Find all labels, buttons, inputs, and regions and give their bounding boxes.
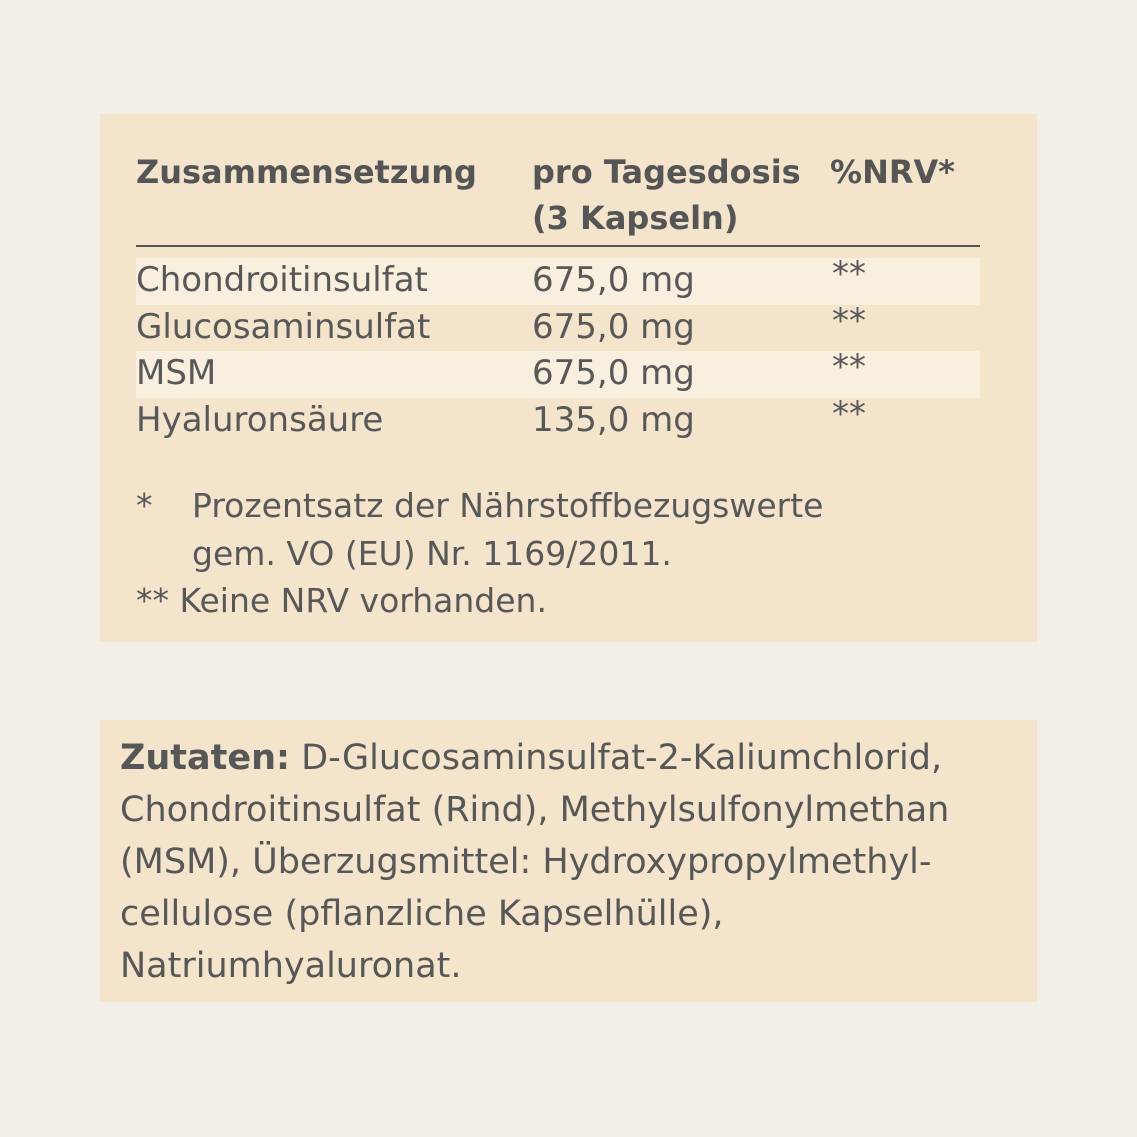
footnote-1-line1: Prozentsatz der Nährstoffbezugswerte: [192, 486, 824, 525]
header-substance: Zusammensetzung: [136, 153, 477, 191]
ingredients-text: [120, 732, 1030, 992]
composition-panel: [100, 114, 1037, 642]
header-divider: [136, 245, 980, 247]
header-daily-dose-line1: pro Tagesdosis: [532, 153, 801, 191]
row-nrv: **: [832, 347, 866, 387]
footnote-1-line2: gem. VO (EU) Nr. 1169/2011.: [192, 534, 672, 573]
row-amount: 135,0 mg: [532, 400, 695, 440]
row-name: Chondroitinsulfat: [136, 260, 428, 300]
table-row: [136, 347, 980, 398]
footnote-1-marker: *: [136, 486, 153, 525]
footnote-2: ** Keine NRV vorhanden.: [136, 581, 547, 620]
row-name: MSM: [136, 353, 217, 393]
ingredients-label: Zutaten:: [120, 738, 291, 778]
header-daily-dose-line2: (3 Kapseln): [532, 199, 739, 237]
table-row: [136, 254, 980, 305]
row-amount: 675,0 mg: [532, 307, 695, 347]
row-nrv: **: [832, 394, 866, 434]
header-nrv: %NRV*: [830, 153, 955, 191]
table-row: [136, 394, 980, 445]
row-nrv: **: [832, 254, 866, 294]
row-name: Hyaluronsäure: [136, 400, 384, 440]
ingredients-panel: [100, 720, 1037, 1002]
header-daily-dose: [532, 149, 801, 241]
row-amount: 675,0 mg: [532, 260, 695, 300]
row-name: Glucosaminsulfat: [136, 307, 431, 347]
ingredients-list: D-Glucosaminsulfat-2-Kaliumchlorid, Chondroitinsulfat (Rind), Methylsulfonylmethan (MSM), Überzugsmittel: Hydroxypropylmethyl-cellulose (pflanzliche Kapselhülle), Natriumhyaluronat.: [120, 738, 950, 986]
row-amount: 675,0 mg: [532, 353, 695, 393]
row-nrv: **: [832, 301, 866, 341]
